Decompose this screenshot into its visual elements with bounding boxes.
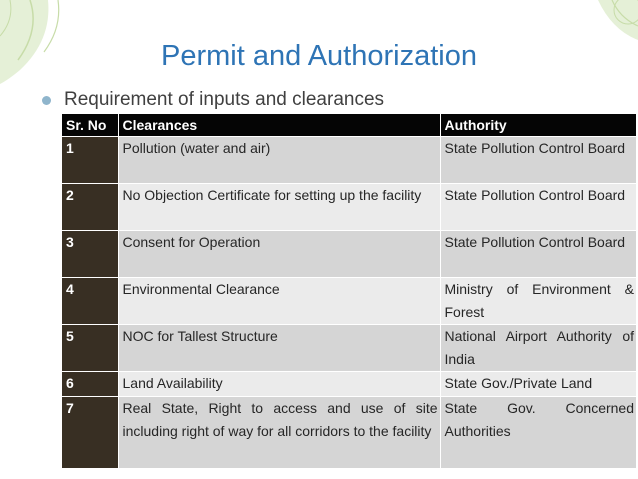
cell-clearance: Land Availability — [118, 372, 440, 397]
cell-authority: Ministry of Environment & Forest — [440, 278, 636, 325]
cell-sr-no: 1 — [62, 137, 118, 184]
table-header-row — [62, 114, 636, 137]
table-row — [62, 137, 636, 184]
cell-clearance: Consent for Operation — [118, 231, 440, 278]
cell-sr-no: 7 — [62, 397, 118, 469]
clearances-table — [62, 114, 636, 469]
table-row — [62, 184, 636, 231]
table-row — [62, 397, 636, 469]
cell-authority: State Pollution Control Board — [440, 137, 636, 184]
cell-clearance: Environmental Clearance — [118, 278, 440, 325]
cell-authority: State Pollution Control Board — [440, 231, 636, 278]
table-row — [62, 278, 636, 325]
header-sr-no: Sr. No — [62, 114, 118, 137]
cell-sr-no: 6 — [62, 372, 118, 397]
cell-authority: National Airport Authority of India — [440, 325, 636, 372]
cell-clearance: No Objection Certificate for setting up the facility — [118, 184, 440, 231]
cell-sr-no: 5 — [62, 325, 118, 372]
bullet-item — [42, 87, 384, 113]
cell-clearance: Real State, Right to access and use of site including right of way for all corridors to the facility — [118, 397, 440, 469]
bullet-text: Requirement of inputs and clearances — [64, 89, 385, 110]
slide-title: Permit and Authorization — [161, 40, 477, 72]
bullet-dot-icon — [42, 96, 51, 105]
cell-authority: State Gov. Concerned Authorities — [440, 397, 636, 469]
cell-sr-no: 2 — [62, 184, 118, 231]
table-row — [62, 372, 636, 397]
cell-authority: State Pollution Control Board — [440, 184, 636, 231]
header-authority: Authority — [440, 114, 636, 137]
cell-clearance: Pollution (water and air) — [118, 137, 440, 184]
cell-authority: State Gov./Private Land — [440, 372, 636, 397]
table-row — [62, 231, 636, 278]
table-row — [62, 325, 636, 372]
cell-clearance: NOC for Tallest Structure — [118, 325, 440, 372]
cell-sr-no: 4 — [62, 278, 118, 325]
header-clearances: Clearances — [118, 114, 440, 137]
cell-sr-no: 3 — [62, 231, 118, 278]
